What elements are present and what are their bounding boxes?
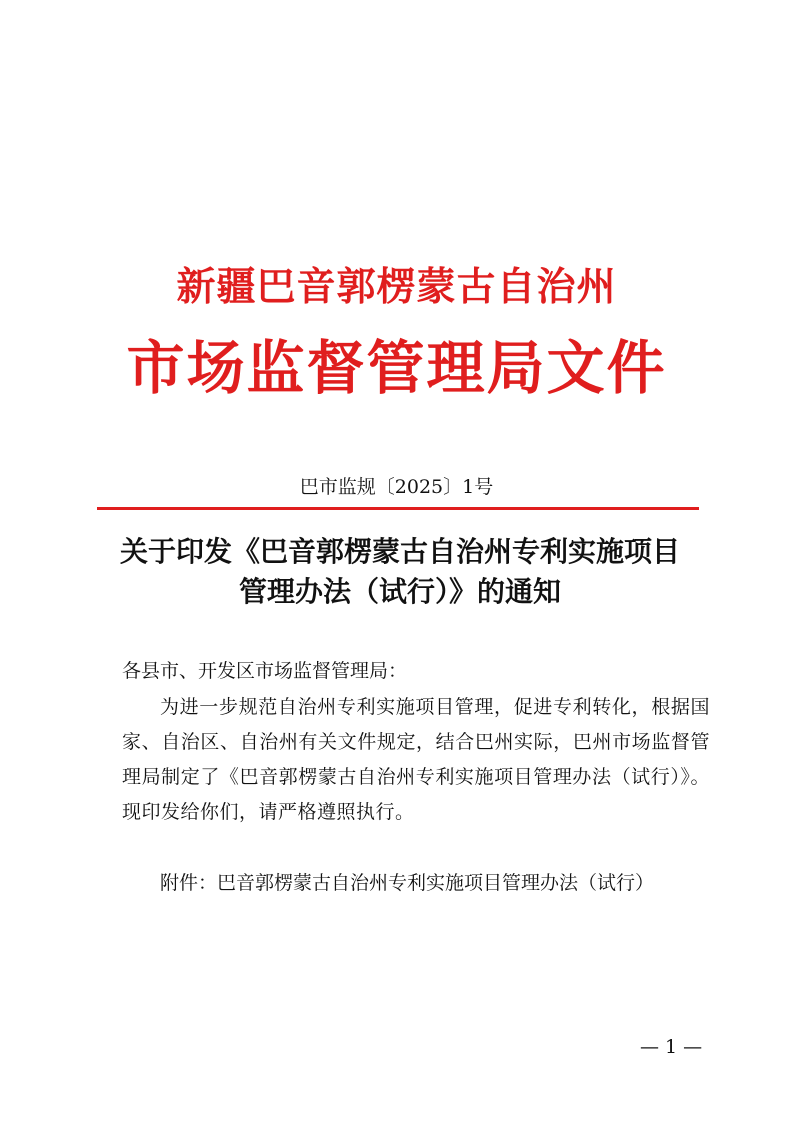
page-number: — 1 — — [640, 1036, 703, 1058]
document-title-line2: 管理办法（试行）》的通知 — [238, 575, 561, 608]
red-divider-line — [97, 507, 699, 510]
attachment-note: 附件：巴音郭楞蒙古自治州专利实施项目管理办法（试行） — [160, 872, 655, 894]
body-paragraph: 为进一步规范自治州专利实施项目管理，促进专利转化，根据国家、自治区、自治州有关文件规定，结合巴州实际，巴州市场监督管理局制定了《巴音郭楞蒙古自治州专利实施项目管理办法（试行）》。现印发给你们，请严格遵照执行。 — [122, 696, 710, 823]
issuing-authority-line2: 市场监督管理局文件 — [126, 334, 667, 402]
salutation: 各县市、开发区市场监督管理局： — [122, 660, 408, 682]
document-number: 巴市监规〔2025〕1号 — [299, 476, 494, 498]
document-title-line1: 关于印发《巴音郭楞蒙古自治州专利实施项目 — [119, 535, 680, 568]
issuing-authority-line1: 新疆巴音郭楞蒙古自治州 — [176, 264, 617, 310]
document-title — [100, 532, 700, 612]
